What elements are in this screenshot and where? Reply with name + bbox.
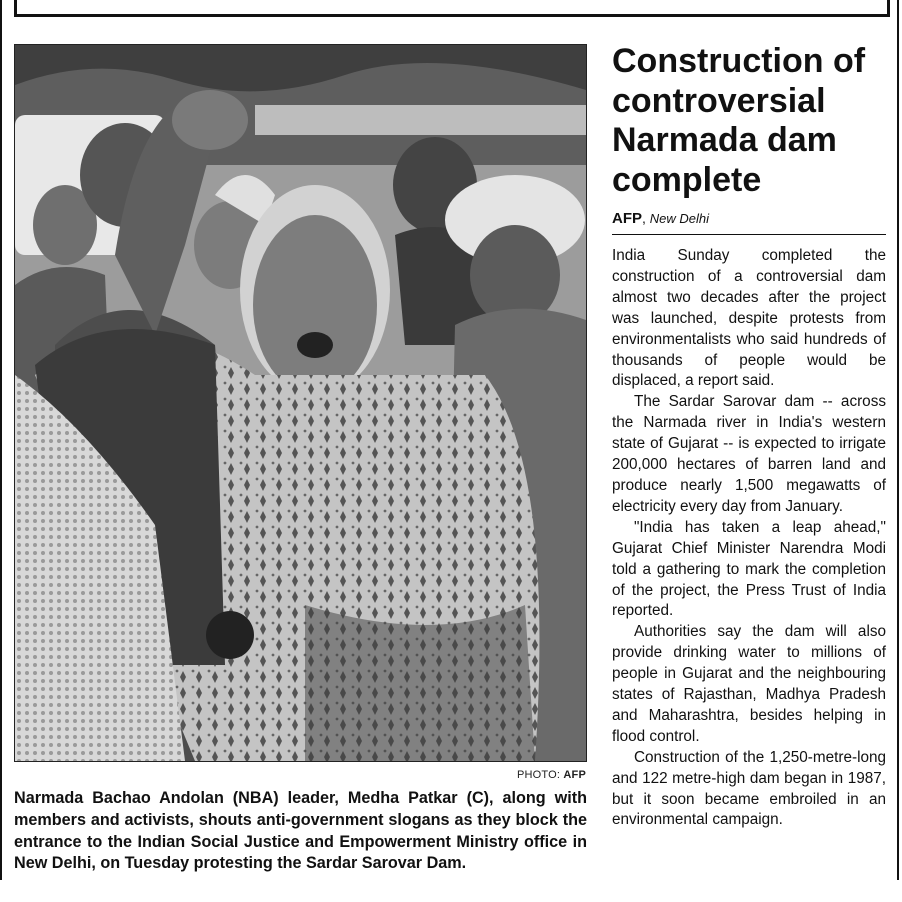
article-paragraph: The Sardar Sarovar dam -- across the Narmada river in India's western state of Gujarat -- is expected to irrigate 200,000 hectares of barren land and produce nearly 1,500 megawatts of electricity every day from January. — [612, 393, 886, 515]
article-paragraph: Authorities say the dam will also provide drinking water to millions of people in Gujarat and the neighbouring states of Rajasthan, Madhya Pradesh and Maharashtra, besides helping in flood control. — [612, 623, 886, 745]
left-column-rule — [0, 0, 2, 880]
article-paragraph: India Sunday completed the construction of a controversial dam almost two decades after the project was launched, despite protests from environmentalists who said hundreds of thousands of people would be displaced, a report said. — [612, 247, 886, 390]
photo-credit — [517, 769, 586, 781]
byline-agency: AFP — [612, 210, 642, 227]
article-byline: AFP, New Delhi — [612, 210, 886, 235]
photo-caption: Narmada Bachao Andolan (NBA) leader, Medha Patkar (C), along with members and activists, shouts anti-government slogans as they block the entrance to the Indian Social Justice and Empowerment Ministry office in New Delhi, on Tuesday protesting the Sardar Sarovar Dam. — [14, 789, 587, 873]
photo-credit-label: PHOTO: — [516, 769, 561, 781]
article-paragraph: "India has taken a leap ahead," Gujarat Chief Minister Narendra Modi told a gathering to mark the completion of the project, the Press Trust of India reported. — [612, 518, 886, 620]
article-headline: Construction of controversial Narmada dam complete — [612, 42, 866, 199]
top-box-border — [14, 0, 890, 17]
article-body — [612, 246, 886, 831]
right-column-rule — [897, 0, 899, 880]
news-photo — [14, 44, 587, 762]
photo-credit-source: AFP — [563, 769, 586, 781]
protest-photo-illustration — [15, 45, 586, 761]
article-paragraph: Construction of the 1,250-metre-long and 122 metre-high dam began in 1987, but it soon became embroiled in an environmental campaign. — [612, 748, 886, 829]
byline-location: New Delhi — [649, 211, 710, 226]
